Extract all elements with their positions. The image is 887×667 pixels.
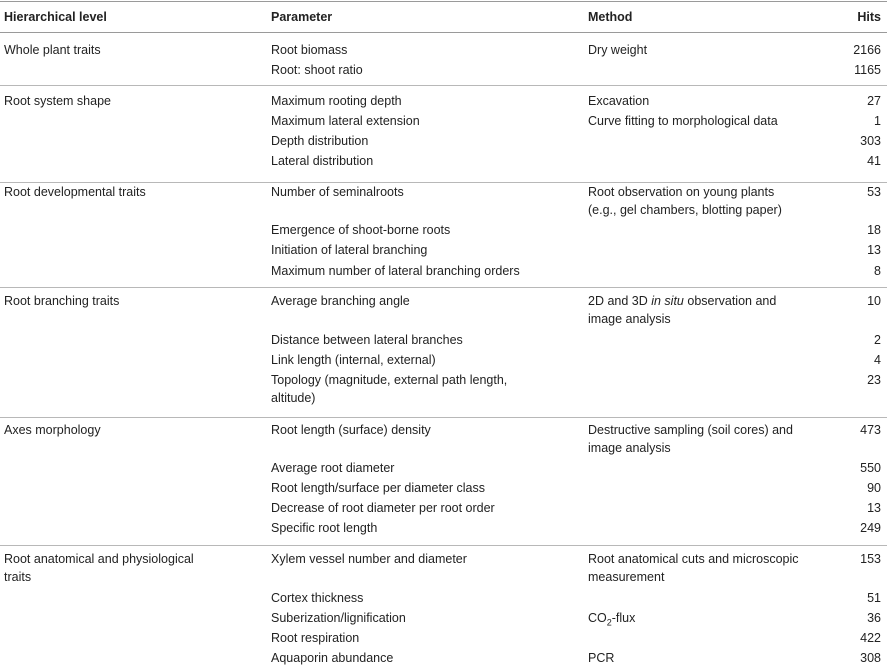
hits-cell: 18 — [867, 223, 881, 237]
group-separator-rule — [0, 287, 887, 288]
parameter-cell: Aquaporin abundance — [271, 651, 394, 665]
hits-cell: 4 — [874, 353, 881, 367]
parameter-cell: Decrease of root diameter per root order — [271, 501, 495, 515]
parameter-cell: Lateral distribution — [271, 154, 374, 168]
parameter-cell: Root: shoot ratio — [271, 63, 363, 77]
method-cell: measurement — [588, 570, 665, 584]
parameter-cell: Xylem vessel number and diameter — [271, 552, 467, 566]
header-hits: Hits — [857, 10, 881, 24]
parameter-cell: Maximum lateral extension — [271, 114, 420, 128]
hits-cell: 53 — [867, 185, 881, 199]
method-cell: image analysis — [588, 312, 671, 326]
group-separator-rule — [0, 85, 887, 86]
hits-cell: 90 — [867, 481, 881, 495]
method-cell: Destructive sampling (soil cores) and — [588, 423, 793, 437]
method-cell: Curve fitting to morphological data — [588, 114, 778, 128]
hierarchical-level-cell: Whole plant traits — [4, 43, 101, 57]
header-parameter: Parameter — [271, 10, 333, 24]
hits-cell: 13 — [867, 243, 881, 257]
hits-cell: 41 — [867, 154, 881, 168]
parameter-cell: Emergence of shoot-borne roots — [271, 223, 451, 237]
group-separator-rule — [0, 545, 887, 546]
hierarchical-level-cell: Root branching traits — [4, 294, 120, 308]
hierarchical-level-cell: Root developmental traits — [4, 185, 146, 199]
parameter-cell: Root respiration — [271, 631, 360, 645]
parameter-cell: Initiation of lateral branching — [271, 243, 428, 257]
hits-cell: 1165 — [854, 63, 881, 77]
parameter-cell: Root biomass — [271, 43, 348, 57]
hits-cell: 2 — [874, 333, 881, 347]
parameter-cell: Cortex thickness — [271, 591, 364, 605]
hits-cell: 550 — [860, 461, 881, 475]
parameter-cell: Topology (magnitude, external path length, — [271, 373, 508, 387]
header-method: Method — [588, 10, 633, 24]
hits-cell: 1 — [874, 114, 881, 128]
method-cell: 2D and 3D in situ observation and — [588, 294, 777, 308]
method-cell: Root anatomical cuts and microscopic — [588, 552, 799, 566]
parameter-cell: Specific root length — [271, 521, 378, 535]
method-cell: (e.g., gel chambers, blotting paper) — [588, 203, 782, 217]
method-cell: Excavation — [588, 94, 650, 108]
parameter-cell: Maximum rooting depth — [271, 94, 402, 108]
method-cell: Dry weight — [588, 43, 648, 57]
parameter-cell: Suberization/lignification — [271, 611, 406, 625]
hits-cell: 308 — [860, 651, 881, 665]
hits-cell: 8 — [874, 264, 881, 278]
parameter-cell: Maximum number of lateral branching orders — [271, 264, 520, 278]
hierarchical-level-cell: Axes morphology — [4, 423, 101, 437]
hierarchical-level-cell: Root anatomical and physiological — [4, 552, 194, 566]
hits-cell: 249 — [860, 521, 881, 535]
parameter-cell: Number of seminalroots — [271, 185, 404, 199]
parameter-cell: Distance between lateral branches — [271, 333, 463, 347]
parameter-cell: Depth distribution — [271, 134, 369, 148]
parameter-cell: Average branching angle — [271, 294, 410, 308]
method-cell: PCR — [588, 651, 615, 665]
header-bottom-rule — [0, 32, 887, 33]
hits-cell: 51 — [867, 591, 881, 605]
table-top-rule — [0, 1, 887, 2]
parameter-cell: Root length (surface) density — [271, 423, 431, 437]
hits-cell: 473 — [860, 423, 881, 437]
hierarchical-level-cell: Root system shape — [4, 94, 111, 108]
hits-cell: 27 — [867, 94, 881, 108]
hits-cell: 23 — [867, 373, 881, 387]
hierarchical-level-cell: traits — [4, 570, 32, 584]
hits-cell: 303 — [860, 134, 881, 148]
parameter-cell: Root length/surface per diameter class — [271, 481, 485, 495]
hits-cell: 13 — [867, 501, 881, 515]
parameter-cell: Link length (internal, external) — [271, 353, 436, 367]
group-separator-rule — [0, 417, 887, 418]
hits-cell: 10 — [867, 294, 881, 308]
header-hierarchical-level: Hierarchical level — [4, 10, 107, 24]
hits-cell: 36 — [867, 611, 881, 625]
hits-cell: 2166 — [853, 43, 881, 57]
method-cell: Root observation on young plants — [588, 185, 775, 199]
hits-cell: 153 — [860, 552, 881, 566]
parameter-cell: altitude) — [271, 391, 316, 405]
method-cell: $CO_2$-flux — [588, 611, 636, 628]
method-cell: image analysis — [588, 441, 671, 455]
hits-cell: 422 — [860, 631, 881, 645]
parameter-cell: Average root diameter — [271, 461, 395, 475]
